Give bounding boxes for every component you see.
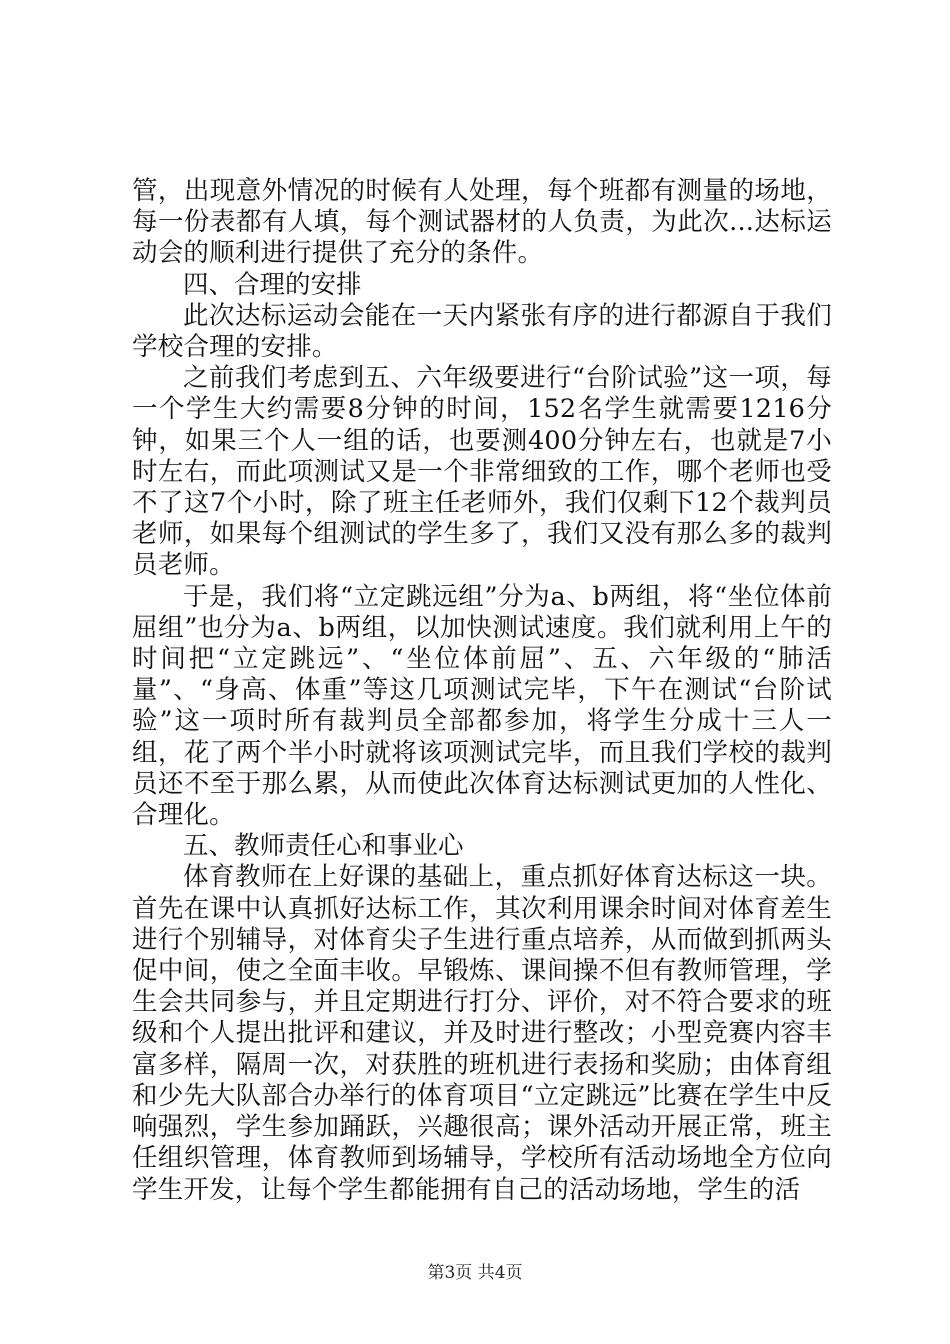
page-number: 第3页 共4页 [427,1263,523,1283]
document-body [132,176,832,1206]
paragraph-arrangement-intro: 此次达标运动会能在一天内紧张有序的进行都源自于我们学校合理的安排。 [132,300,832,363]
paragraph-step-test: 之前我们考虑到五、六年级要进行“台阶试验”这一项，每一个学生大约需要8分钟的时间，152名学生就需要1216分钟，如果三个人一组的话，也要测400分钟左右，也就是7小时左右，而此项测试又是一个非常细致的工作，哪个老师也受不了这7个小时，除了班主任老师外，我们仅剩下12个裁判员老师，如果每个组测试的学生多了，我们又没有那么多的裁判员老师。 [132,363,832,581]
section-heading-5: 五、教师责任心和事业心 [183,831,464,862]
paragraph-teacher-responsibility: 体育教师在上好课的基础上，重点抓好体育达标这一块。首先在课中认真抓好达标工作，其次利用课余时间对体育差生进行个别辅导，对体育尖子生进行重点培养，从而做到抓两头促中间，使之全面丰收。早锻炼、课间操不但有教师管理，学生会共同参与，并且定期进行打分、评价，对不符合要求的班级和个人提出批评和建议，并及时进行整改；小型竞赛内容丰富多样，隔周一次，对获胜的班机进行表扬和奖励；由体育组和少先大队部合办举行的体育项目“立定跳远”比赛在学生中反响强烈，学生参加踊跃，兴趣很高；课外活动开展正常，班主任组织管理，体育教师到场辅导，学校所有活动场地全方位向学生开发，让每个学生都能拥有自己的活动场地，学生的活 [132,862,832,1205]
section-heading-4: 四、合理的安排 [183,269,362,300]
paragraph-grouping: 于是，我们将“立定跳远组”分为a、b两组，将“坐位体前屈组”也分为a、b两组，以加快测试速度。我们就利用上午的时间把“立定跳远”、“坐位体前屈”、五、六年级的“肺活量”、“身高、体重”等这几项测试完毕，下午在测试“台阶试验”这一项时所有裁判员全部都参加，将学生分成十三人一组，花了两个半小时就将该项测试完毕，而且我们学校的裁判员还不至于那么累，从而使此次体育达标测试更加的人性化、合理化。 [132,581,832,831]
paragraph-continuation: 管，出现意外情况的时候有人处理，每个班都有测量的场地，每一份表都有人填，每个测试器材的人负责，为此次...达标运动会的顺利进行提供了充分的条件。 [132,176,832,269]
